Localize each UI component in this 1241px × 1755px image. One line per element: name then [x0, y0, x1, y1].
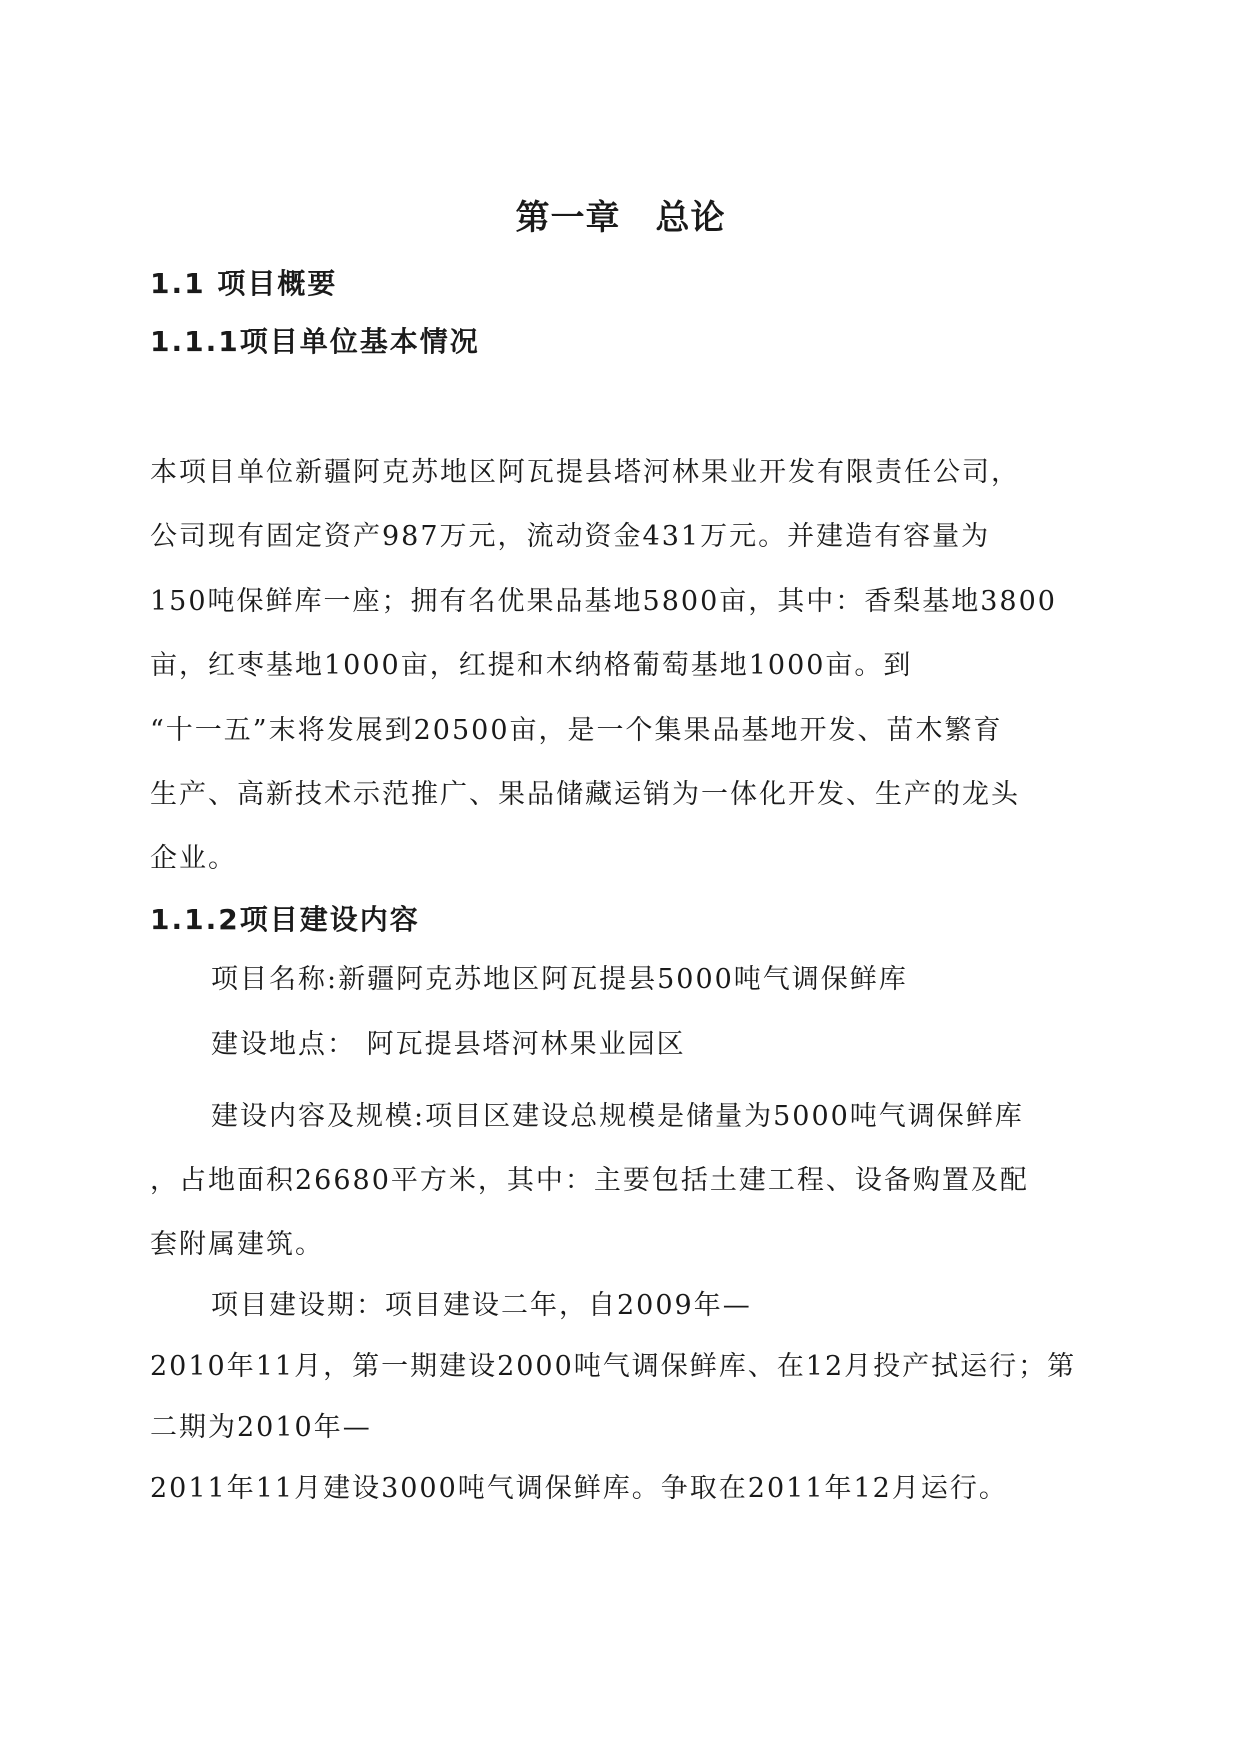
- paragraph-line: 亩，红枣基地1000亩，红提和木纳格葡萄基地1000亩。到: [150, 650, 913, 681]
- period-line: 项目建设期：项目建设二年，自2009年—: [211, 1290, 752, 1321]
- scale-line: 建设内容及规模:项目区建设总规模是储量为5000吨气调保鲜库: [211, 1101, 1024, 1132]
- paragraph-line: 公司现有固定资产987万元，流动资金431万元。并建造有容量为: [150, 521, 991, 552]
- paragraph-line: “十一五”末将发展到20500亩，是一个集果品基地开发、苗木繁育: [150, 715, 1003, 746]
- section-heading-1-1-2: 1.1.2项目建设内容: [150, 903, 420, 936]
- chapter-title: 第一章 总论: [515, 198, 726, 238]
- section-heading-1-1: 1.1 项目概要: [150, 267, 338, 300]
- scale-line: ，占地面积26680平方米，其中：主要包括土建工程、设备购置及配: [150, 1165, 1029, 1196]
- paragraph-line: 生产、高新技术示范推广、果品储藏运销为一体化开发、生产的龙头: [150, 779, 1020, 810]
- section-heading-1-1-1: 1.1.1项目单位基本情况: [150, 325, 480, 358]
- project-location-line: 建设地点： 阿瓦提县塔河林果业园区: [211, 1029, 686, 1060]
- project-name-line: 项目名称:新疆阿克苏地区阿瓦提县5000吨气调保鲜库: [211, 964, 908, 995]
- paragraph-line: 企业。: [150, 843, 237, 874]
- period-line: 2011年11月建设3000吨气调保鲜库。争取在2011年12月运行。: [150, 1473, 1008, 1504]
- period-line: 2010年11月，第一期建设2000吨气调保鲜库、在12月投产拭运行；第: [150, 1351, 1077, 1382]
- period-line: 二期为2010年—: [150, 1412, 372, 1443]
- scale-line: 套附属建筑。: [150, 1229, 324, 1260]
- paragraph-line: 150吨保鲜库一座；拥有名优果品基地5800亩，其中：香梨基地3800: [150, 586, 1057, 617]
- paragraph-line: 本项目单位新疆阿克苏地区阿瓦提县塔河林果业开发有限责任公司，: [150, 457, 1020, 488]
